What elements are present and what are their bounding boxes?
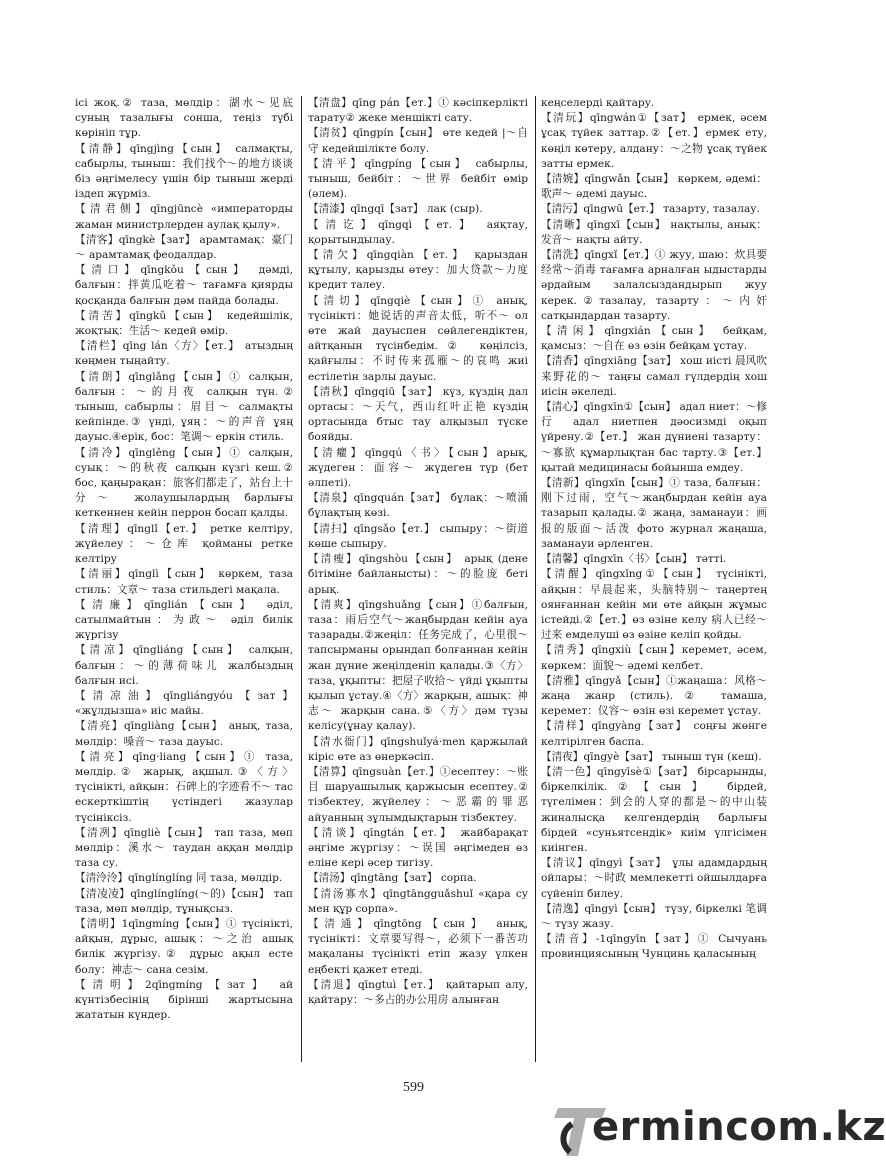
dictionary-entry: 【清洗】qīngxǐ【ет.】① жуу, шаю：炊具要经常～消毒 тағамға арналған ыдыстарды әрдайым залалсыздандырып жуу керек.②тазалау, тазарту：～内奸 сатқындардан тазарту.	[541, 249, 767, 322]
dictionary-entry: 【清瘦】qīngshòu【сын】 арық (дене бітіміне байланысты)：～的脸庞 беті арық.	[308, 553, 528, 596]
dictionary-entry: 【清漆】qīngqī【зат】 лак (сыр).	[308, 203, 483, 216]
page-number: 599	[403, 1080, 424, 1095]
dictionary-entry: 【清君侧】qīngjūncè «императорды жаман министрлерден аулақ қылу».	[75, 203, 293, 231]
dictionary-entry: 【清爽】qīngshuǎng【сын】①балғын, таза：雨后空气～жаңбырдан кейін ауа тазарады.②жеңіл：任务完成了，心里很～ тапсырманы орындап болғаннан кейін жан дүние жеңілденіп қалады.③〈方〉таза, ұқыпты：把屋子收拾～ үйді ұқыпты қылып ұстау.④〈方〉жарқын, ашық：神志～ жарқын сана.⑤〈方〉дәм түзы келісу(ұнау қалау).	[308, 598, 528, 733]
dictionary-entry: 【清朗】qīnglǎng【сын】① салқын, балғын：～的月夜 салқын түн.② тыныш, сабырлы：眉目～ салмақты кейпінде.③ үнді, ұяң：～的声音 ұяң дауыс.④ерік, бос：笔调～ еркін стиль.	[75, 370, 293, 444]
dictionary-entry: 【清心】qīngxīn①【сын】 адал ниет：～修行 адал ниетпен дәосизмді оқып үйрену.②【ет.】 жан дүниені тазарту：～寡欲 құмарлықтан бас тарту.③【ет.】 қытай медицинасы бойынша емдеу.	[541, 401, 767, 474]
dictionary-entry: 【清贫】qīngpín【сын】 өте кедей |～自守 кедейшілікте болу.	[308, 127, 528, 155]
logo-text: ermincom.kz	[592, 1104, 886, 1150]
dictionary-entry: 【清丽】qīnglì【сын】 көркем, таза стиль：文章～ таза стильдегі мақала.	[75, 568, 293, 596]
dictionary-entry: 【清汤寡水】qīngtāngguǎshuǐ «қара су мен құр сорпа».	[308, 887, 528, 915]
dictionary-entry: 【清亮】qīngliàng【сын】 анық, таза, мөлдір：嗓音～ таза дауыс.	[75, 720, 293, 748]
dictionary-entry: 【清算】qīngsuàn【ет.】①есептеу：～账目 шаруашылық қаржысын есептеу.② тізбектеу, жүйелеу：～恶霸的罪恶 айуанның зұлымдықтарын тізбектеу.	[308, 765, 528, 824]
dictionary-entry: 【清客】qīngkè【зат】 арамтамақ：豪门～ арамтамақ феодалдар.	[75, 233, 293, 262]
dictionary-entry: 【清逸】qīngyì【сын】 түзу, біркелкі 笔调～ түзу жазу.	[541, 902, 767, 930]
dictionary-entry: 【清明】1qīngmíng【сын】① түсінікті, айқын, дұрыс, ашық：～之治 ашық билік жүргізу.② дұрыс ақыл есте болу：神志～ сана сезім.	[75, 917, 293, 976]
dictionary-entry: 【清冽】qīngliè【сын】 тап таза, мөп мөлдір：溪水～ таудан аққан мөлдір таза су.	[75, 826, 293, 870]
dictionary-entry: 【清音】-1qīngyīn【зат】① Сычуань провинциясының Чунцинь қаласының	[541, 933, 767, 961]
dictionary-entry: 【清婉】qīngwǎn【сын】 көркем, әдемі：歌声～ әдемі дауыс.	[541, 173, 767, 201]
column-left	[75, 96, 293, 1062]
dictionary-entry: 【清明】2qīngmíng【зат】 ай күнтізбесінің бірінші жартысына жататын күндер.	[75, 978, 293, 1022]
dictionary-entry: 【清廉】qīnglián【сын】 әділ, сатылмайтын：为政～ әділ билік жүргізу	[75, 598, 293, 642]
dictionary-entry: 【清凌凌】qīnglínglíng(～的)【сын】 тап таза, мөп мөлдір, тұнықсыз.	[75, 887, 293, 915]
dictionary-entry: 【清栏】qīng lán〈方〉【ет.】 атыздың көңмен тыңайту.	[75, 340, 293, 368]
dictionary-entry: 【清欠】qīngqiàn【ет.】 қарыздан құтылу, қарызды өтеу：加大贷款～力度 кредит талеу.	[308, 249, 528, 292]
dictionary-entry: 【清馨】qīngxīn〈书〉【сын】 тәтті.	[541, 553, 727, 566]
dictionary-entry: 【清玩】qīngwán①【зат】 ермек, әсем ұсақ түйек заттар.②【ет.】ермек ету, көңіл көтеру, алдану：～之物 ұсақ түйек затты ермек.	[541, 112, 767, 170]
dictionary-entry: 【清秋】qīngqiū【зат】 күз, күздің дал ортасы：～天气，西山红叶正艳 күздің ортасында бтыс тау алқызыл түске бояйды.	[308, 385, 528, 444]
dictionary-entry: 【清讫】qīngqì【ет.】 аяқтау, қорытындылау.	[308, 218, 528, 246]
dictionary-entry: кеңселерді қайтару.	[541, 97, 655, 109]
dictionary-entry: 【清样】qīngyàng【зат】 соңғы жөнге келтірілген баспа.	[541, 720, 767, 748]
dictionary-entry: 【清盘】qīng pán【ет.】① кәсіпкерлікті тарату② жеке меншікті сату.	[308, 97, 528, 125]
dictionary-entry: 【清扫】qīngsǎo【ет.】 сыпыру：～街道 көше сыпыру.	[308, 522, 528, 550]
termincom-logo[interactable]	[548, 1100, 886, 1160]
dictionary-entry: 【清泠泠】qīnglínglíng 同 таза, мөлдір.	[75, 872, 283, 885]
dictionary-entry: 【清冷】qīnglěng【сын】① салқын, суық：～的秋夜 салқын күзгі кеш.② бос, қаңырақан：旅客们都走了，站台上十分～ жолаушылардың барлығы кеткеннен кейін перрон босап қалды.	[75, 446, 293, 520]
dictionary-entry: 【清雅】qīngyǎ【сын】①жаңаша：风格～ жаңа жанр (стиль).② тамаша, керемет：仪容～ өзін өзі керемет ұстау.	[541, 674, 767, 718]
column-divider	[301, 96, 302, 1062]
column-right	[541, 96, 767, 1062]
dictionary-entry: 【清汤】qīngtāng【зат】 сорпа.	[308, 872, 477, 885]
dictionary-entry: 【清亮】qīng·liang【сын】① таза, мөлдір.② жарық, ақшыл.③〈方〉түсінікті, айқын：石碑上的字迹看不～ тас ескерткіштің үстіндегі жазулар түсініксіз.	[75, 750, 293, 824]
dictionary-entry: 【清新】qīngxīn【сын】① таза, балғын：刚下过雨，空气～жаңбырдан кейін ауа тазарып қалады.② жаңа, заманауи：画报的版面～活泼 фото журнал жаңаша, заманауи әрленген.	[541, 477, 767, 550]
dictionary-entry: 【清闲】qīngxián【сын】 бейқам, қамсыз：～自在 өз өзін бейқам ұстау.	[541, 325, 767, 353]
dictionary-entry: 【清议】qīngyì【зат】 ұлы адамдардың ойлары：～时政 мемлекетті ойшылдарға сүйеніп билеу.	[541, 857, 767, 900]
dictionary-entry: 【清醒】qīngxǐng①【сын】 түсінікті, айқын：早晨起来，头脑特别～ таңертең оянғаннан кейін ми өте айқын жұмыс істейді.②【ет.】өз өзіне келу 病人已经～过来 емделуші өз өзіне келіп қойды.	[541, 568, 767, 642]
dictionary-entry: 【清平】qīngpíng【сын】 сабырлы, тыныш, бейбіт：～世界 бейбіт өмір (әлем).	[308, 157, 528, 201]
dictionary-entry: 【清退】qīngtuì【ет.】 қайтарып алу, қайтару：～多占的办公用房 алынған	[308, 978, 528, 1006]
dictionary-entry: 【清一色】qīngyīsè①【зат】 бірсарынды, біркелкілік.②【сын】 бірдей, түгелімен：到会的人穿的都是～的中山装 жиналысқа келгендердің барлығы бірдей «суньятсендік» киім үлгісімен киінген.	[541, 765, 767, 854]
dictionary-entry: 【清水衙门】qīngshuǐyá·men қаржылай кіріс өте аз өнеркәсіп.	[308, 735, 528, 763]
dictionary-entry: 【清口】qīngkǒu【сын】 дәмді, балғын：拌黄瓜吃着～ тағамға қиярды қосқанда балғын дәм пайда болады.	[75, 264, 293, 307]
dictionary-entry: 【清夜】qīngyè【зат】 тыныш түн (кеш).	[541, 750, 762, 763]
dictionary-entry: 【清晰】qīngxī【сын】 нақтылы, анық：发音～ нақты айту.	[541, 218, 767, 246]
dictionary-entry: 【清秀】qīngxiù【сын】керемет, әсем, көркем：面貌～ әдемі келбет.	[541, 644, 767, 672]
dictionary-entry: 【清谈】qīngtán【ет.】 жайбарақат әңгіме жүргізу：～误国 әңгімеден өз еліне кері әсер тигізу.	[308, 826, 528, 870]
dictionary-entry: 【清泉】qīngquán【зат】 бұлақ：～喷涌 бұлақтың көзі.	[308, 492, 528, 520]
dictionary-entry: ісі жоқ.② таза, мөлдір：湖水～见底 суның тазалығы сонша, теңіз түбі көрініп тұр.	[75, 97, 293, 140]
dictionary-entry: 【清凉】qīngliáng【сын】 салқын, балғын：～的薄荷味儿 жалбыздың балғын исі.	[75, 644, 293, 687]
column-middle	[308, 96, 528, 1062]
dictionary-entry: 【清凉油】qīngliángyóu【зат】 «жұлдызша» иіс майы.	[75, 689, 293, 718]
dictionary-entry: 【清癯】qīngqú〈书〉【сын】арық, жүдеген：面容～ жүдеген түр (бет әлпеті).	[308, 446, 528, 490]
dictionary-entry: 【清静】qīngjìng【сын】 салмақты, сабырлы, тыныш：我们找个～的地方谈谈 біз әңгімелесу үшін бір тыныш жерді іздеп жүрміз.	[75, 142, 293, 201]
column-divider	[535, 96, 536, 1062]
dictionary-entry: 【清苦】qīngkǔ【сын】 кедейшілік, жоқтық：生活～ кедей өмір.	[75, 309, 293, 338]
dictionary-entry: 【清污】qīngwū【ет.】 тазарту, тазалау.	[541, 203, 760, 216]
dictionary-entry: 【清通】qīngtōng【сын】 анық, түсінікті：文章要写得～，必须下一番苦功 мақаланы түсінікті етіп жазу үлкен еңбекті қажет етеді.	[308, 917, 528, 976]
dictionary-entry: 【清香】qīngxiāng【зат】 хош иісті 晨风吹来野花的～ таңғы самал гүлдердің хош иісін әкеледі.	[541, 355, 767, 398]
dictionary-entry: 【清理】qīnglǐ【ет.】 ретке келтіру, жүйелеу：～仓库 қойманы ретке келтіру	[75, 522, 293, 566]
dictionary-entry: 【清切】qīngqiè【сын】① анық, түсінікті：她说话的声音太低，听不～ ол өте жай дауыспен сөйлегендіктен, айтқанын түсінбедім.② көңілсіз, қайғылы：不时传来孤雁～的哀鸣 жиі естілетін зарлы дауыс.	[308, 294, 528, 383]
